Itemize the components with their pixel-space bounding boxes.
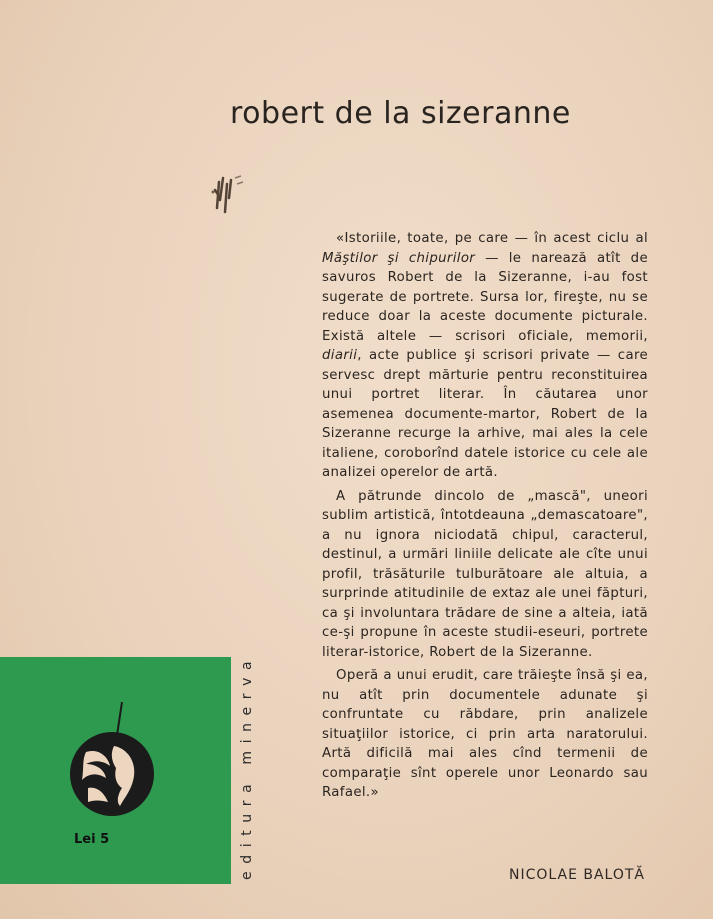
blurb-paragraph-2: A pătrunde dincolo de „mască", uneori sublim artistică, întotdeauna „demascatoare", a nu ignora niciodată chipul, caracterul, destinul, a urmări liniile delicate ale cîte unui profil, trăsăturile tulburătoare ale altuia, a surprinde atitudinile de extaz ale unei făpturi, ca şi involuntara trădare de sine a alteia, iată ce-şi propune în aceste studii-eseuri, portrete literar-istorice, Robert de la Sizeranne. [322,488,648,660]
blurb-signature: NICOLAE BALOTĂ [508,867,645,883]
ink-smudge [205,170,253,215]
back-cover-blurb [322,229,648,803]
blurb-paragraph-1: «Istoriile, toate, pe care — în acest ciclu al Măştilor şi chipurilor — le narează atît de savuros Robert de la Sizeranne, i-au fost sugerate de portrete. Sursa lor, fireşte, nu se reduce doar la aceste documente picturale. Există altele — scrisori oficiale, memorii, diarii, acte publice şi scrisori private — care servesc drept mărturie pentru reconstituirea unui portret literar. În căutarea unor asemenea documente-martor, Robert de la Sizeranne recurge la arhive, mai ales la cele italiene, coroborînd datele istorice cu cele ale analizei operelor de artă. [322,231,648,480]
blurb-paragraph-3: Operă a unui erudit, care trăieşte însă şi ea, nu atît prin documentele adunate şi confruntate cu răbdare, prin analizele situaţiilor istorice, ci prin arta naratorului. Artă dificilă mai ales cînd termenii de comparaţie sînt operele unor Leonardo sau Rafael.» [322,668,648,800]
author-name: robert de la sizeranne [230,96,571,131]
price-label: Lei 5 [74,832,110,847]
publisher-name: editura minerva [239,653,255,880]
minerva-logo-icon [64,702,160,822]
